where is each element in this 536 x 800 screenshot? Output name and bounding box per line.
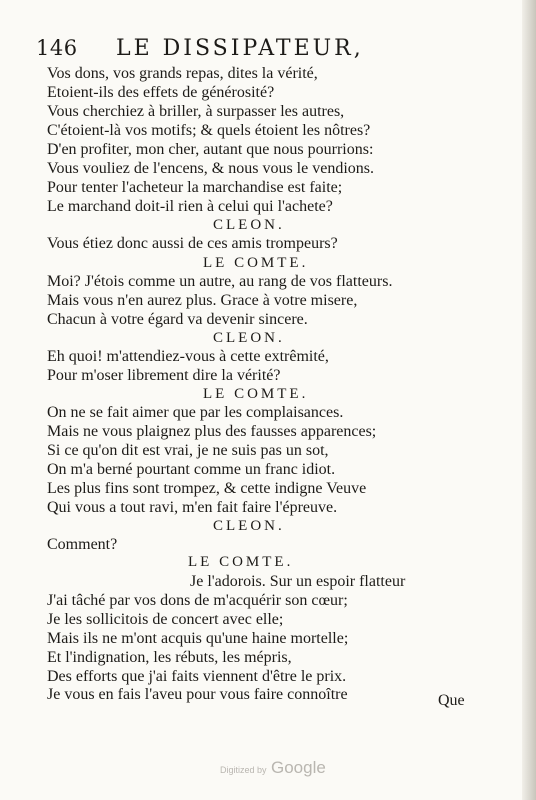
- speaker-name: LE COMTE.: [203, 386, 309, 402]
- page-number: 146: [36, 36, 78, 60]
- digitized-by-text: Digitized by: [220, 765, 267, 775]
- verse-line: Comment?: [47, 536, 118, 553]
- digitized-watermark: [220, 758, 326, 778]
- speaker-name: CLEON.: [213, 217, 285, 233]
- speaker-name: LE COMTE.: [188, 554, 294, 570]
- verse-line: On m'a berné pourtant comme un franc idiot.: [47, 461, 336, 478]
- verse-line: Vous étiez donc aussi de ces amis trompeurs?: [47, 235, 338, 252]
- verse-line: Pour m'oser librement dire la vérité?: [47, 367, 281, 384]
- verse-line: Des efforts que j'ai faits viennent d'être le prix.: [47, 668, 347, 685]
- page-header: [36, 36, 486, 66]
- verse-line: Je vous en fais l'aveu pour vous faire connoître: [47, 686, 348, 703]
- verse-line: J'ai tâché par vos dons de m'acquérir son cœur;: [47, 592, 348, 609]
- verse-line: Etoient-ils des effets de générosité?: [47, 84, 275, 101]
- verse-line: Les plus fins sont trompez, & cette indigne Veuve: [47, 480, 367, 497]
- verse-line: Vous vouliez de l'encens, & nous vous le vendions.: [47, 160, 374, 177]
- catchword: Que: [438, 692, 465, 709]
- verse-line: Vos dons, vos grands repas, dites la vérité,: [47, 65, 318, 82]
- verse-line: Eh quoi! m'attendiez-vous à cette extrêmité,: [47, 348, 329, 365]
- running-head: LE DISSIPATEUR,: [116, 36, 364, 61]
- page-gutter-shadow: [522, 0, 536, 800]
- verse-line: Mais vous n'en aurez plus. Grace à votre misere,: [47, 292, 358, 309]
- speaker-name: CLEON.: [213, 330, 285, 346]
- verse-line: Et l'indignation, les rébuts, les mépris,: [47, 649, 292, 666]
- google-logo-text: Google: [270, 758, 326, 777]
- verse-line: D'en profiter, mon cher, autant que nous pourrions:: [47, 141, 374, 158]
- verse-line: Je l'adorois. Sur un espoir flatteur: [190, 573, 406, 590]
- verse-line: Pour tenter l'acheteur la marchandise est faite;: [47, 179, 343, 196]
- speaker-name: LE COMTE.: [203, 255, 309, 271]
- verse-line: Le marchand doit-il rien à celui qui l'achete?: [47, 198, 333, 215]
- verse-line: Mais ils ne m'ont acquis qu'une haine mortelle;: [47, 630, 349, 647]
- verse-line: Qui vous a tout ravi, m'en fait faire l'épreuve.: [47, 499, 338, 516]
- verse-line: Chacun à votre égard va devenir sincere.: [47, 311, 308, 328]
- speaker-name: CLEON.: [213, 518, 285, 534]
- verse-line: Vous cherchiez à briller, à surpasser les autres,: [47, 103, 345, 120]
- verse-line: C'étoient-là vos motifs; & quels étoient les nôtres?: [47, 122, 371, 139]
- verse-line: Mais ne vous plaignez plus des fausses apparences;: [47, 423, 377, 440]
- verse-line: On ne se fait aimer que par les complaisances.: [47, 404, 344, 421]
- verse-line: Moi? J'étois comme un autre, au rang de vos flatteurs.: [47, 273, 393, 290]
- verse-line: Je les sollicitois de concert avec elle;: [47, 611, 284, 628]
- verse-line: Si ce qu'on dit est vrai, je ne suis pas un sot,: [47, 442, 329, 459]
